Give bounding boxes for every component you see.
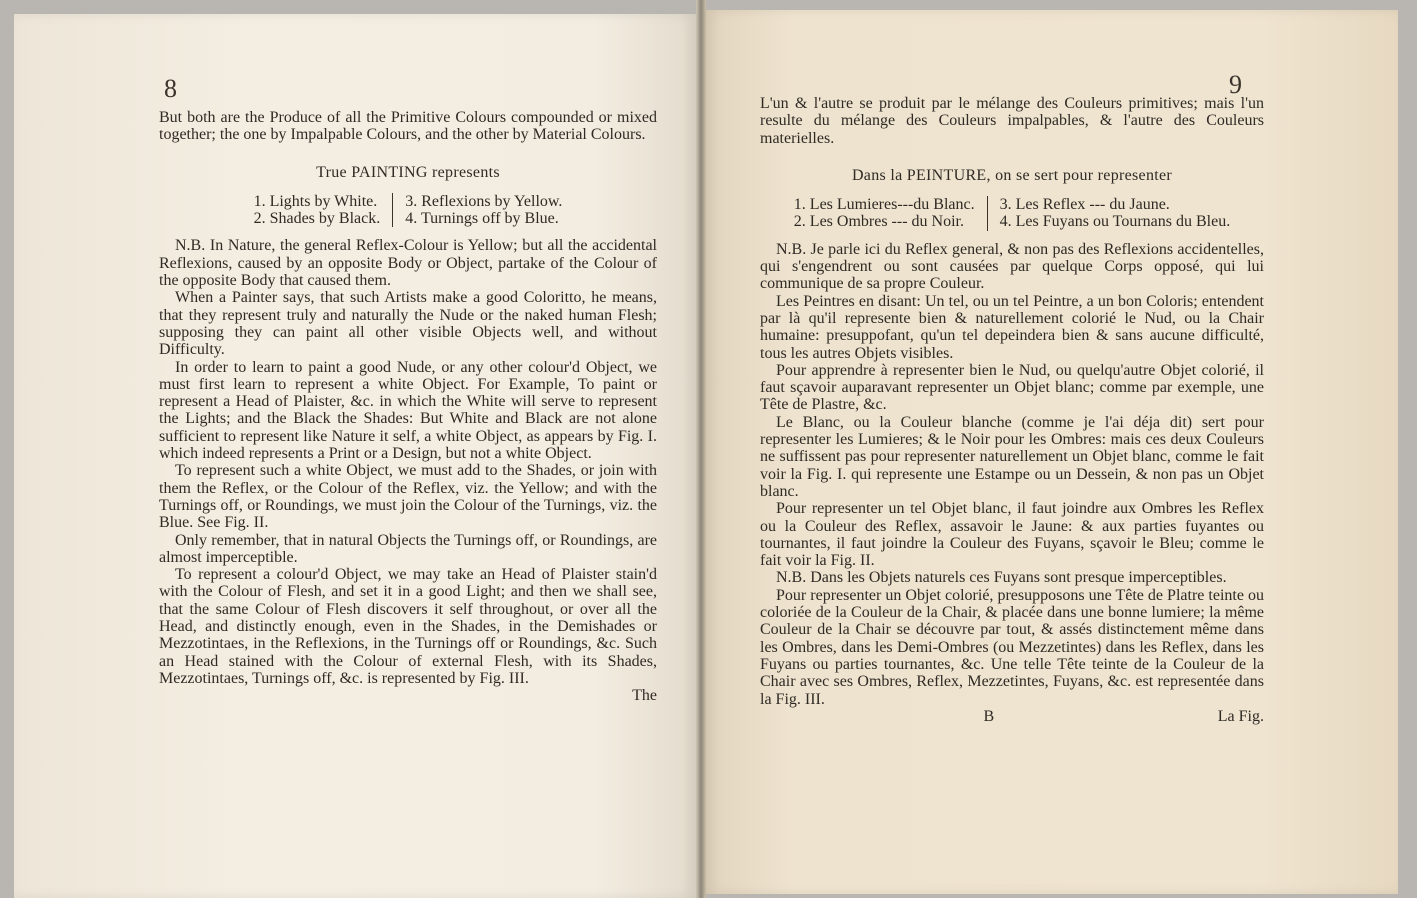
color-list-left (242, 193, 393, 228)
list-item: 4. Turnings off by Blue. (405, 210, 559, 228)
list-item: 2. Shades by Black. (253, 210, 381, 228)
body-paragraph: To represent a colour'd Object, we may take an Head of Plaister stain'd with the Colour of Flesh, and set it in a good Light; and then we shall see, that the same Colour of Flesh discovers it self throughout, or over all the Head, and distinctly enough, even in the Shades, in the Demishades or Mezzotintaes, in the Reflexions, in the Turnings off or Roundings, &c. Such an Head stained with the Colour of external Flesh, with its Shades, Mezzotintaes, Turnings off, &c. is represented by Fig. III. (159, 566, 657, 687)
opening-paragraph: L'un & l'autre se produit par le mélange des Couleurs primitives; mais l'un resulte du mélange des Couleurs impalpables, & l'autre des Couleurs materielles. (760, 95, 1264, 147)
list-item: 1. Les Lumieres---du Blanc. (793, 196, 975, 214)
body-paragraph: To represent such a white Object, we must add to the Shades, or join with them the Reflex, or the Colour of the Reflex, viz. the Yellow; and with the Turnings off, or Roundings, we must join the Colour of the Turnings, viz. the Blue. See Fig. II. (159, 462, 657, 532)
color-list (760, 196, 1264, 231)
color-list-right (392, 193, 574, 228)
signature-mark: B (983, 707, 995, 725)
book-gutter (696, 0, 706, 898)
body-paragraph: N.B. Je parle ici du Reflex general, & non pas des Reflexions accidentelles, qui s'engendrent ou sont causées par quelque Corps opposé, qui lui communique de sa propre Couleur. (760, 240, 1264, 293)
list-item: 4. Les Fuyans ou Tournans du Bleu. (999, 213, 1231, 231)
left-page (14, 14, 696, 898)
body-paragraph: Pour representer un tel Objet blanc, il faut joindre aux Ombres les Reflex ou la Couleur des Reflex, assavoir le Jaune: & aux parties fuyantes ou tournantes, il faut joindre la Couleur des Fuyans, sçavoir le Bleu; comme le fait voir la Fig. II. (760, 500, 1264, 570)
body-paragraph: Les Peintres en disant: Un tel, ou un tel Peintre, a un bon Coloris; entendent par là qu'il represente bien & naturellement colorié le Nud, ou la Chair humaine: presuppofant, qu'un tel depeindera bien & sans aucune difficulté, tous les autres Objets visibles. (760, 292, 1264, 362)
body-paragraph: When a Painter says, that such Artists make a good Coloritto, he means, that they represent truly and naturally the Nude or the naked human Flesh; supposing they can paint all other visible Objects well, and without Difficulty. (159, 289, 657, 359)
body-paragraph: N.B. Dans les Objets naturels ces Fuyans sont presque imperceptibles. (776, 569, 1227, 587)
list-item: 3. Reflexions by Yellow. (405, 192, 563, 210)
page-footer (760, 708, 1264, 725)
right-page (706, 10, 1398, 894)
list-item: 3. Les Reflex --- du Jaune. (999, 196, 1170, 214)
body-paragraph: Pour representer un Objet colorié, presupposons une Tête de Platre teinte ou coloriée de la Couleur de la Chair, & placée dans une bonne lumiere; la même Couleur de la Chair se découvre par tout, & assés distinctement même dans les Ombres, dans les Demi-Ombres (ou Mezzetintes) dans les Reflex, dans les Fuyans ou parties tournantes, &c. Une telle Tête teinte de la Couleur de la Chair avec ses Ombres, Reflex, Mezzetintes, Fuyans, &c. est representée dans la Fig. III. (760, 586, 1264, 708)
page-number: 8 (164, 74, 177, 103)
opening-paragraph: But both are the Produce of all the Primitive Colours compounded or mixed together; the one by Impalpable Colours, and the other by Material Colours. (159, 109, 657, 144)
body-paragraph: N.B. In Nature, the general Reflex-Colour is Yellow; but all the accidental Reflexions, caused by an opposite Body or Object, partake of the Colour of the opposite Body that caused them. (159, 237, 657, 290)
color-list-right (987, 196, 1243, 231)
color-list-left (782, 196, 987, 231)
section-heading: Dans la PEINTURE, on se sert pour representer (851, 166, 1173, 184)
catchword: La Fig. (1217, 707, 1264, 725)
right-page-text (760, 95, 1264, 725)
list-item: 1. Lights by White. (253, 192, 378, 210)
body-paragraph: Le Blanc, ou la Couleur blanche (comme je l'ai déja dit) sert pour representer les Lumieres; & le Noir pour les Ombres: mais ces deux Couleurs ne suffissent pas pour representer naturellement un Objet blanc, comme le fait voir la Fig. I. qui represente une Estampe ou un Dessein, & non pas un Objet blanc. (760, 413, 1264, 500)
body-paragraph: Pour apprendre à representer bien le Nud, ou quelqu'autre Objet colorié, il faut sçavoir auparavant representer un Objet blanc; comme par exemple, une Tête de Plastre, &c. (760, 361, 1264, 414)
body-paragraph: Only remember, that in natural Objects the Turnings off, or Roundings, are almost imperceptible. (159, 531, 657, 566)
left-page-text (159, 109, 657, 705)
body-paragraph: In order to learn to paint a good Nude, or any other colour'd Object, we must first learn to represent a white Object. For Example, To paint or represent a Head of Plaister, &c. in which the White will serve to represent the Lights; and the Black the Shades: But White and Black are not alone sufficient to represent like Nature it self, a white Object, as appears by Fig. I. which indeed represents a Print or a Design, but not a white Object. (159, 358, 657, 463)
catchword: The (632, 687, 657, 705)
page-number: 9 (1229, 70, 1242, 99)
color-list (159, 193, 657, 228)
list-item: 2. Les Ombres --- du Noir. (793, 213, 964, 231)
page-footer (159, 687, 657, 704)
section-heading: True PAINTING represents (316, 163, 500, 181)
